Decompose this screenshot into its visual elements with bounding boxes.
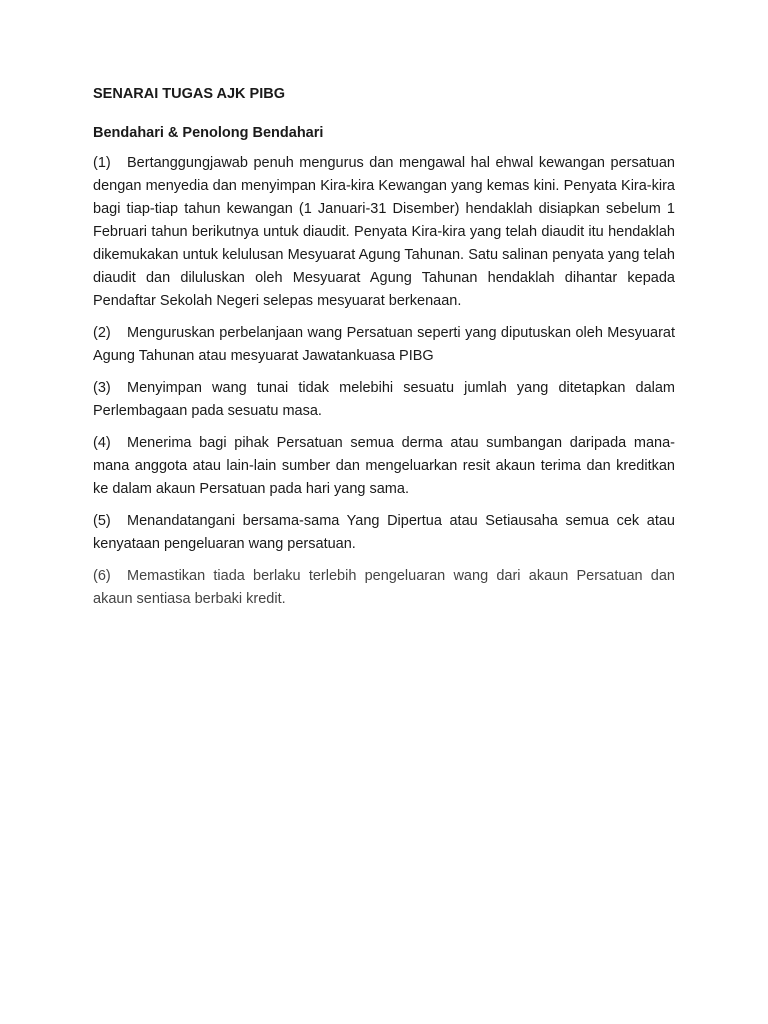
section-heading: Bendahari & Penolong Bendahari: [93, 125, 324, 141]
item-number: (5): [93, 513, 111, 529]
item-number: (6): [93, 568, 111, 584]
item-text: Bertanggungjawab penuh mengurus dan mengawal hal ehwal kewangan persatuan dengan menyedia dan menyimpan Kira-kira Kewangan yang kemas kini. Penyata Kira-kira bagi tiap-tiap tahun kewangan (1 Januari-31 Disember) hendaklah disiapkan sebelum 1 Februari tahun berikutnya untuk diaudit. Penyata Kira-kira yang telah diaudit itu hendaklah dikemukakan untuk kelulusan Mesyuarat Agung Tahunan. Satu salinan penyata yang telah diaudit dan diluluskan oleh Mesyuarat Agung Tahunan hendaklah dihantar kepada Pendaftar Sekolah Negeri selepas mesyuarat berkenaan.: [93, 155, 675, 309]
document-page: [93, 84, 675, 620]
item-number: (2): [93, 325, 111, 341]
item-text: Menyimpan wang tunai tidak melebihi sesuatu jumlah yang ditetapkan dalam Perlembagaan pada sesuatu masa.: [93, 380, 675, 419]
item-number: (1): [93, 155, 111, 171]
item-text: Menerima bagi pihak Persatuan semua derma atau sumbangan daripada mana-mana anggota atau lain-lain sumber dan mengeluarkan resit akaun terima dan kreditkan ke dalam akaun Persatuan pada hari yang sama.: [93, 435, 675, 497]
list-item: [93, 432, 675, 501]
item-text: Menandatangani bersama-sama Yang Dipertua atau Setiausaha semua cek atau kenyataan pengeluaran wang persatuan.: [93, 513, 675, 552]
item-text: Memastikan tiada berlaku terlebih pengeluaran wang dari akaun Persatuan dan akaun sentiasa berbaki kredit.: [93, 568, 675, 607]
list-item: [93, 152, 675, 313]
list-item: [93, 510, 675, 556]
item-text: Menguruskan perbelanjaan wang Persatuan seperti yang diputuskan oleh Mesyuarat Agung Tahunan atau mesyuarat Jawatankuasa PIBG: [93, 325, 675, 364]
list-item: [93, 377, 675, 423]
item-number: (4): [93, 435, 111, 451]
document-title: SENARAI TUGAS AJK PIBG: [93, 86, 286, 102]
list-item: [93, 322, 675, 368]
item-number: (3): [93, 380, 111, 396]
list-item: [93, 565, 675, 611]
